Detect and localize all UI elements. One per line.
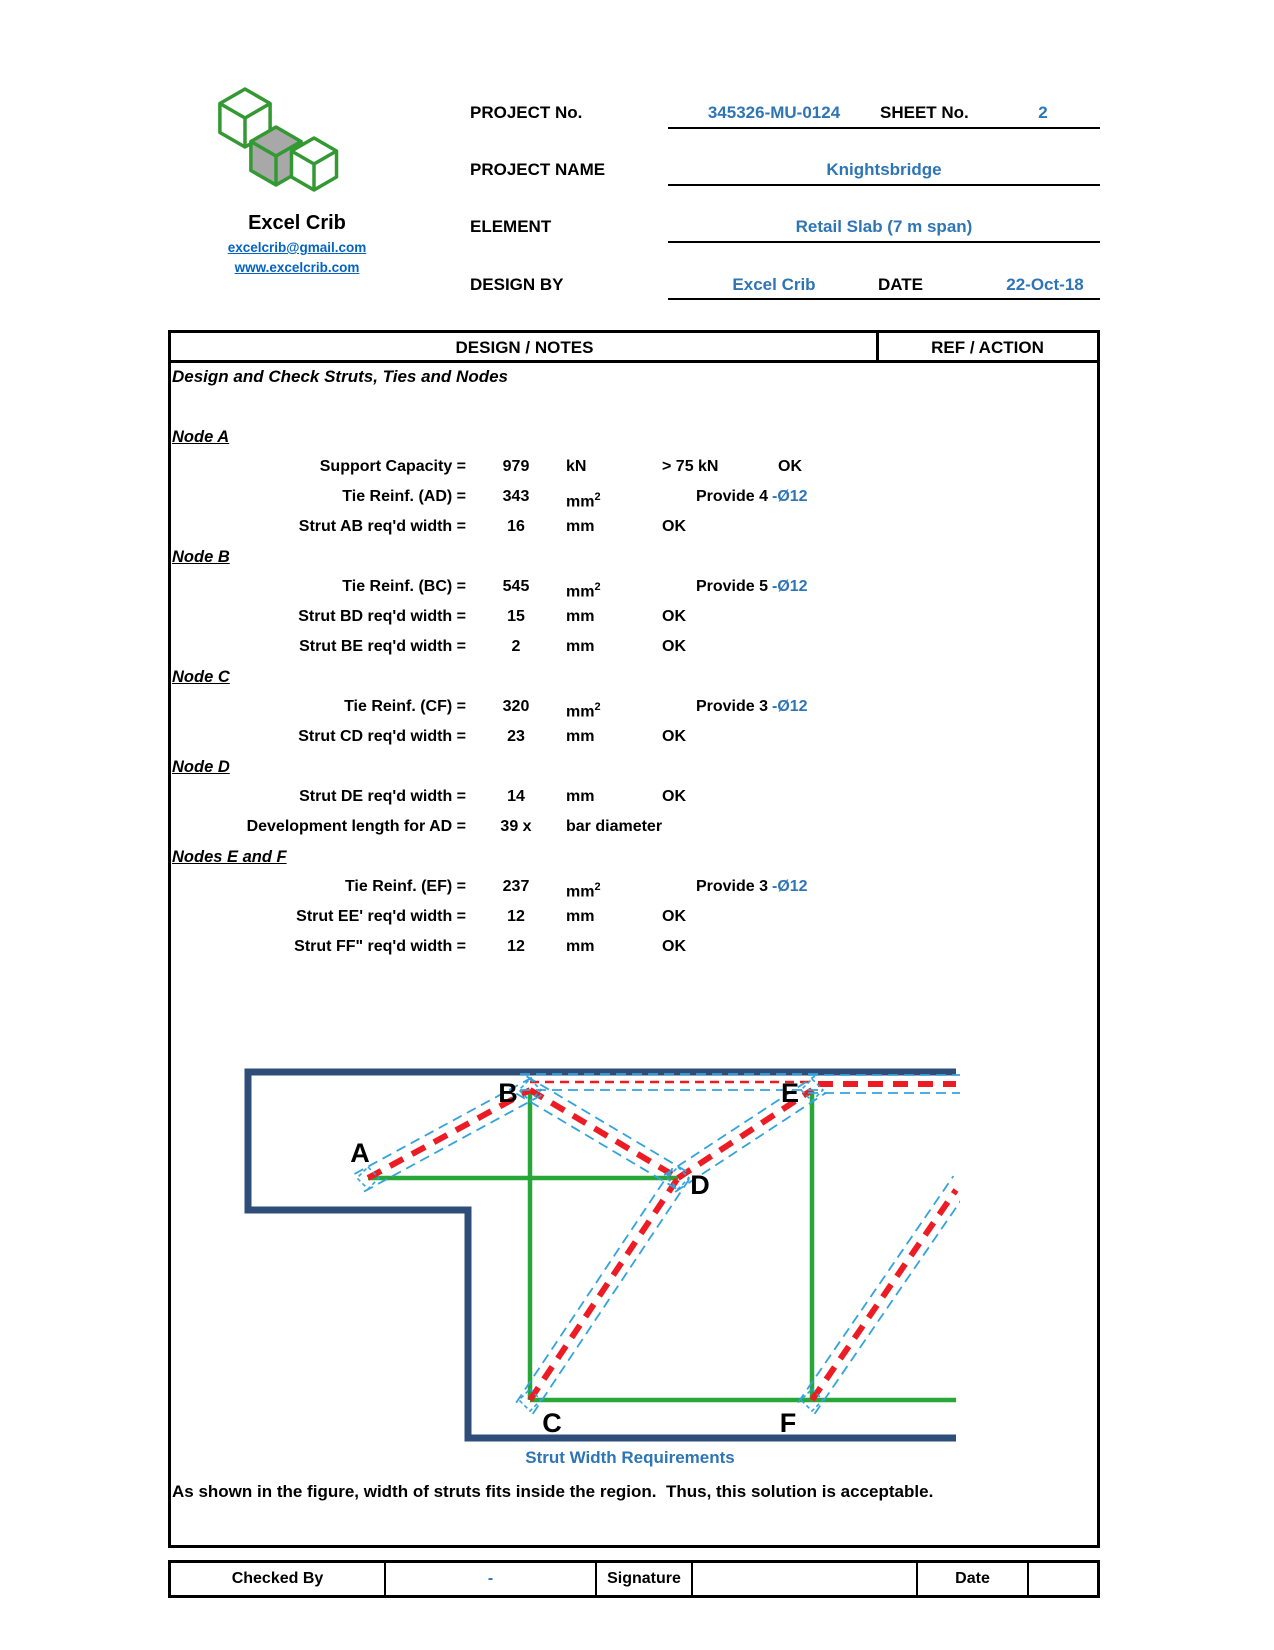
calc-label: Support Capacity = <box>319 458 466 475</box>
ref-action-header: REF / ACTION <box>878 333 1097 363</box>
calc-value: 12 <box>507 908 525 925</box>
signature-label: Signature <box>597 1563 693 1595</box>
calc-label: Strut AB req'd width = <box>298 518 466 535</box>
calc-row <box>170 932 1080 962</box>
calc-label: Tie Reinf. (BC) = <box>342 578 466 595</box>
provide-note: Provide 5 <box>695 578 768 595</box>
check-note: OK <box>662 608 686 625</box>
section-heading-text: Node B <box>172 548 230 566</box>
field-underline <box>668 127 1100 129</box>
design-notes-header: DESIGN / NOTES <box>171 333 878 363</box>
company-website-link[interactable]: www.excelcrib.com <box>234 260 360 275</box>
notes-title-text: Design and Check Struts, Ties and Nodes <box>172 367 508 386</box>
calc-value: 14 <box>507 788 525 805</box>
calc-value: 237 <box>502 878 530 895</box>
calc-label: Tie Reinf. (AD) = <box>342 488 466 505</box>
element-value: Retail Slab (7 m span) <box>795 217 973 236</box>
calc-value: 15 <box>507 608 525 625</box>
provide-note: Provide 3 <box>695 878 768 895</box>
calc-row <box>170 692 1080 722</box>
section-heading <box>170 662 1080 692</box>
figure-caption: Strut Width Requirements <box>525 1448 735 1467</box>
company-name: Excel Crib <box>248 212 346 234</box>
strut-width-envelope <box>527 1076 692 1174</box>
strut-width-envelope <box>815 1187 960 1413</box>
node-label: D <box>690 1170 710 1200</box>
checked-by-row <box>168 1560 1100 1598</box>
notes-title <box>170 362 1080 392</box>
section-heading <box>170 422 1080 452</box>
project-name-value: Knightsbridge <box>826 160 942 179</box>
calc-label: Tie Reinf. (EF) = <box>344 878 466 895</box>
concrete-boundary <box>248 1072 956 1438</box>
calc-unit: mm <box>566 728 595 745</box>
calc-unit: $mm^2$ <box>566 701 601 721</box>
sheet-no-value: 2 <box>1038 103 1048 122</box>
node-label: A <box>350 1138 370 1168</box>
node-label: C <box>542 1408 562 1438</box>
check-note: OK <box>662 638 686 655</box>
calc-unit: mm <box>566 938 595 955</box>
strut-line <box>812 1190 956 1400</box>
calc-unit: mm <box>566 908 595 925</box>
conclusion-text: As shown in the figure, width of struts fits inside the region. Thus, this solution is acceptable. <box>172 1482 934 1501</box>
section-heading-text: Node A <box>172 428 230 446</box>
field-underline <box>668 184 1100 186</box>
field-underline <box>668 241 1100 243</box>
section-heading-text: Nodes E and F <box>172 848 287 866</box>
node-label: E <box>780 1078 800 1108</box>
company-logo <box>200 80 350 210</box>
calc-row <box>170 722 1080 752</box>
project-name-label: PROJECT NAME <box>470 160 606 179</box>
calc-unit: $mm^2$ <box>566 491 601 511</box>
check-note: OK <box>662 908 686 925</box>
provide-note: Provide 3 <box>695 698 768 715</box>
design-by-value: Excel Crib <box>732 275 816 294</box>
calc-unit: $mm^2$ <box>566 881 601 901</box>
strut-width-envelope <box>516 1164 675 1403</box>
calc-row <box>170 872 1080 902</box>
strut-line <box>530 1090 678 1178</box>
checked-by-label: Checked By <box>171 1563 386 1595</box>
calc-unit: mm <box>566 518 595 535</box>
calc-row <box>170 482 1080 512</box>
project-no-label: PROJECT No. <box>470 103 583 122</box>
sheet-no-label: SHEET No. <box>880 103 969 122</box>
bar-size: -Ø12 <box>772 698 808 715</box>
calc-row <box>170 902 1080 932</box>
node-label: B <box>498 1078 518 1108</box>
strut-width-envelope <box>798 1176 953 1402</box>
calc-unit: mm <box>566 608 595 625</box>
calc-value: 39 x <box>500 818 532 835</box>
date-value: 22-Oct-18 <box>1006 275 1084 294</box>
calc-label: Strut DE req'd width = <box>299 788 466 805</box>
bar-size: -Ø12 <box>772 488 808 505</box>
node-label: F <box>779 1408 797 1438</box>
calc-unit: kN <box>566 458 587 475</box>
element-label: ELEMENT <box>470 217 552 236</box>
section-heading <box>170 752 1080 782</box>
calc-label: Strut FF" req'd width = <box>294 938 466 955</box>
check-note: OK <box>662 518 686 535</box>
design-by-label: DESIGN BY <box>470 275 564 294</box>
calc-row <box>170 632 1080 662</box>
calc-row <box>170 572 1080 602</box>
section-heading <box>170 542 1080 572</box>
calc-row <box>170 782 1080 812</box>
project-no-value: 345326-MU-0124 <box>707 103 841 122</box>
calc-row <box>170 602 1080 632</box>
check-note: OK <box>662 938 686 955</box>
bar-size: -Ø12 <box>772 878 808 895</box>
bar-size: -Ø12 <box>772 578 808 595</box>
calc-value: 343 <box>502 488 530 505</box>
check-note: OK <box>662 788 686 805</box>
calc-label: Strut EE' req'd width = <box>296 908 466 925</box>
calc-label: Development length for AD = <box>246 818 466 835</box>
calc-row <box>170 512 1080 542</box>
provide-note: Provide 4 <box>695 488 768 505</box>
calc-value: 16 <box>507 518 525 535</box>
strut-tie-diagram <box>240 1040 960 1448</box>
date-label: Date <box>918 1563 1029 1595</box>
calc-label: Strut CD req'd width = <box>298 728 466 745</box>
calc-label: Strut BD req'd width = <box>298 608 466 625</box>
spacer-row <box>170 392 1080 422</box>
header-divider <box>876 333 879 363</box>
calc-value: 23 <box>507 728 525 745</box>
check-note: > 75 kN <box>662 458 719 475</box>
calc-value: 12 <box>507 938 525 955</box>
signature-field[interactable] <box>693 1563 918 1595</box>
calc-row <box>170 812 1080 842</box>
calc-unit: mm <box>566 788 595 805</box>
section-heading-text: Node C <box>172 668 230 686</box>
calc-value: 320 <box>502 698 530 715</box>
section-heading <box>170 842 1080 872</box>
section-heading-text: Node D <box>172 758 230 776</box>
check-status: OK <box>778 458 802 475</box>
calc-value: 979 <box>502 458 530 475</box>
calc-label: Strut BE req'd width = <box>299 638 466 655</box>
checked-by-value[interactable]: - <box>386 1563 597 1595</box>
calc-row <box>170 452 1080 482</box>
strut-line <box>530 1178 678 1400</box>
date-field[interactable] <box>1029 1563 1097 1595</box>
check-note: OK <box>662 728 686 745</box>
calc-unit: mm <box>566 638 595 655</box>
calc-unit: bar diameter <box>566 818 663 835</box>
calc-unit: $mm^2$ <box>566 581 601 601</box>
calc-label: Tie Reinf. (CF) = <box>344 698 466 715</box>
calc-value: 545 <box>502 578 530 595</box>
calc-value: 2 <box>511 638 521 655</box>
company-email-link[interactable]: excelcrib@gmail.com <box>227 240 367 255</box>
field-underline <box>668 298 1100 300</box>
date-label: DATE <box>878 275 924 294</box>
strut-width-envelope <box>533 1175 692 1414</box>
